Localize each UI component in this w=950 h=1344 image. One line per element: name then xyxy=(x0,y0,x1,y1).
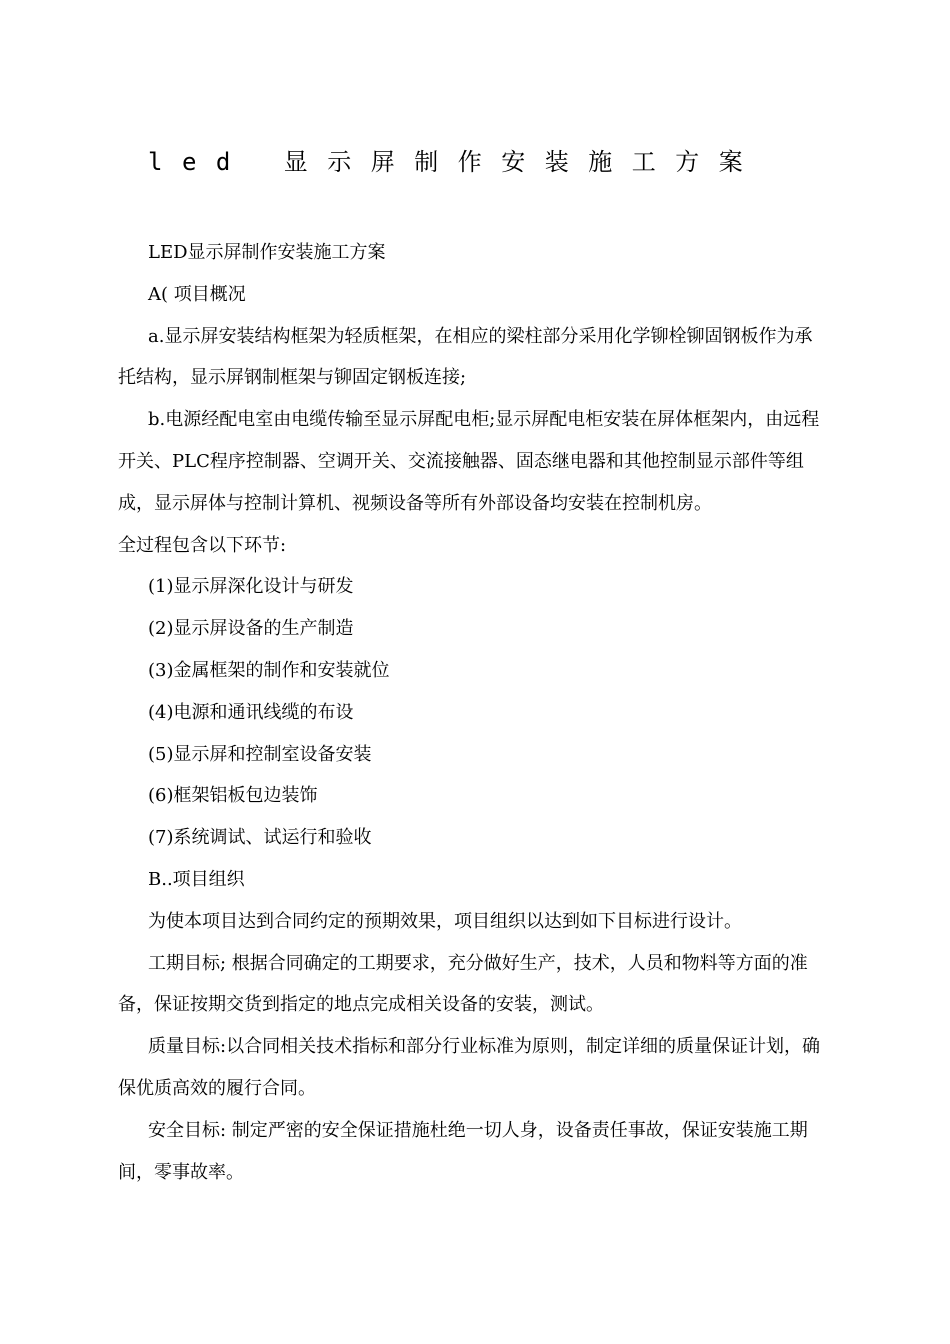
paragraph: (4)电源和通讯线缆的布设 xyxy=(148,701,354,723)
paragraph: 质量目标:以合同相关技术指标和部分行业标准为原则，制定详细的质量保证计划，确保优质高效的履行合同。 xyxy=(118,1036,821,1099)
paragraph: (6)框架铝板包边装饰 xyxy=(148,785,318,807)
paragraph: 为使本项目达到合同约定的预期效果，项目组织以达到如下目标进行设计。 xyxy=(148,910,742,932)
paragraph: (2)显示屏设备的生产制造 xyxy=(148,618,354,640)
paragraph: 工期目标; 根据合同确定的工期要求，充分做好生产，技术，人员和物料等方面的准备，保证按期交货到指定的地点完成相关设备的安装，测试。 xyxy=(118,952,808,1016)
paragraph: 全过程包含以下环节: xyxy=(118,534,287,556)
paragraph: (3)金属框架的制作和安装就位 xyxy=(148,659,390,681)
paragraph: a.显示屏安装结构框架为轻质框架，在相应的梁柱部分采用化学铆栓铆固钢板作为承托结构，显示屏钢制框架与铆固定钢板连接; xyxy=(118,325,813,389)
paragraph: B..项目组织 xyxy=(148,868,245,890)
paragraph: LED显示屏制作安装施工方案 xyxy=(148,242,386,263)
paragraph: 安全目标: 制定严密的安全保证措施杜绝一切人身，设备责任事故，保证安装施工期间，零事故率。 xyxy=(118,1119,808,1183)
document-title: led 显示屏制作安装施工方案 xyxy=(148,148,763,176)
paragraph: b.电源经配电室由电缆传输至显示屏配电柜;显示屏配电柜安装在屏体框架内，由远程开关、PLC程序控制器、空调开关、交流接触器、固态继电器和其他控制显示部件等组成，显示屏体与控制计算机、视频设备等所有外部设备均安装在控制机房。 xyxy=(118,409,820,514)
paragraph: (5)显示屏和控制室设备安装 xyxy=(148,743,372,765)
paragraph: A( 项目概况 xyxy=(148,283,246,305)
document-body xyxy=(118,232,830,1193)
paragraph: (1)显示屏深化设计与研发 xyxy=(148,576,354,598)
paragraph: (7)系统调试、试运行和验收 xyxy=(148,827,372,849)
